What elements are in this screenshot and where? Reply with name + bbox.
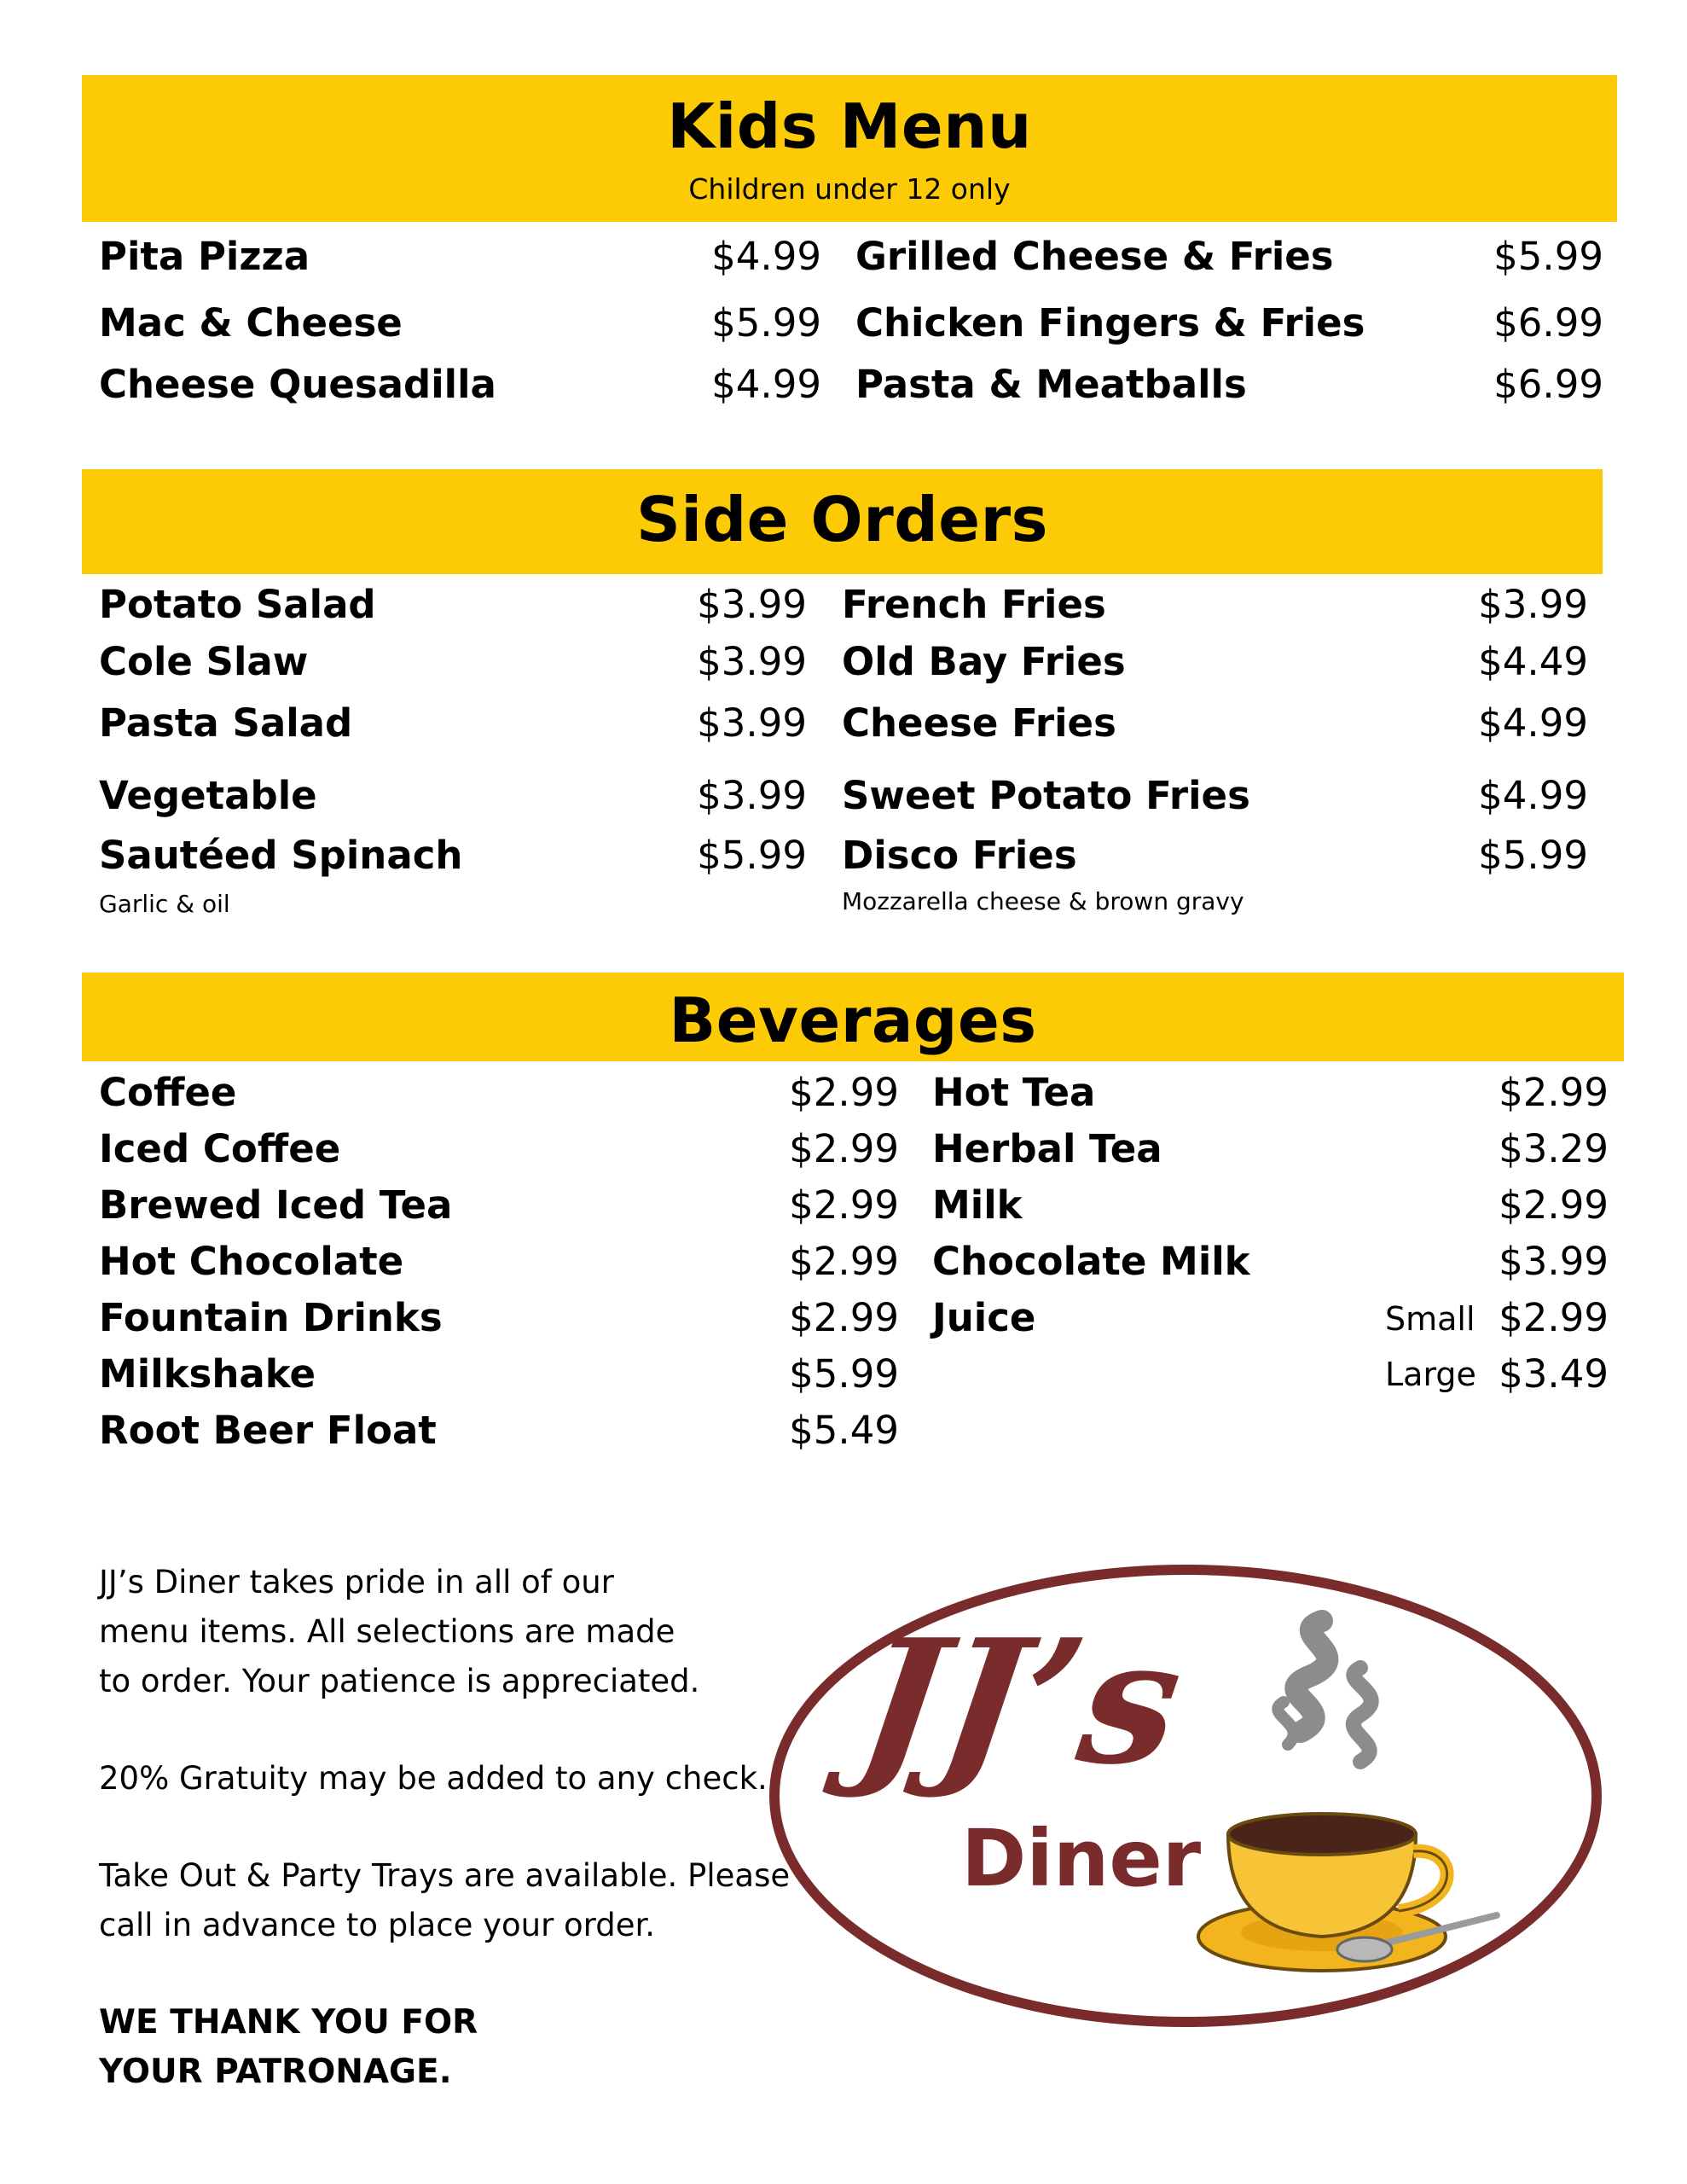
logo-diner-text: Diner (961, 1813, 1202, 1904)
footer-thanks-line: YOUR PATRONAGE. (99, 2053, 452, 2091)
menu-item-price: $2.99 (789, 1295, 899, 1340)
menu-item-size: Large (1385, 1356, 1476, 1393)
menu-item-price: $4.99 (1478, 773, 1588, 818)
footer-pride-line: menu items. All selections are made (99, 1613, 675, 1650)
menu-item-name: Cole Slaw (99, 639, 309, 684)
menu-item-name: Brewed Iced Tea (99, 1182, 453, 1228)
menu-item-name: Vegetable (99, 773, 317, 818)
footer-notes (99, 1558, 790, 2097)
menu-item-name: Root Beer Float (99, 1408, 437, 1453)
footer-gratuity: 20% Gratuity may be added to any check. (99, 1760, 768, 1797)
footer-pride-line: JJ’s Diner takes pride in all of our (99, 1564, 614, 1600)
menu-item-name: Fountain Drinks (99, 1295, 443, 1340)
footer-pride-line: to order. Your patience is appreciated. (99, 1663, 700, 1699)
menu-item-name: Cheese Fries (842, 700, 1116, 746)
menu-item-price: $2.99 (789, 1126, 899, 1171)
menu-item-price: $5.99 (1493, 234, 1603, 279)
menu-item-price: $4.99 (711, 234, 821, 279)
menu-item-price: $2.99 (1499, 1182, 1609, 1228)
menu-item-name: French Fries (842, 582, 1106, 627)
menu-item-name: Herbal Tea (932, 1126, 1162, 1171)
menu-item-price: $5.49 (789, 1408, 899, 1453)
menu-item-name: Sautéed Spinach (99, 833, 463, 878)
footer-takeout-line: call in advance to place your order. (99, 1907, 656, 1943)
menu-item-name: Coffee (99, 1070, 237, 1115)
menu-item-price: $2.99 (789, 1182, 899, 1228)
menu-item-name: Chocolate Milk (932, 1239, 1250, 1284)
menu-item-price: $3.99 (697, 773, 807, 818)
menu-item-price: $6.99 (1493, 300, 1603, 346)
menu-item-price: $3.99 (697, 582, 807, 627)
menu-item-name: Cheese Quesadilla (99, 362, 496, 407)
menu-item-name: Hot Tea (932, 1070, 1096, 1115)
beverages-title: Beverages (669, 985, 1037, 1056)
menu-item-name: Juice (932, 1295, 1036, 1340)
menu-item-name: Hot Chocolate (99, 1239, 404, 1284)
menu-item-price: $4.49 (1478, 639, 1588, 684)
menu-item-note: Garlic & oil (99, 890, 230, 918)
menu-item-price: $4.99 (1478, 700, 1588, 746)
logo-jjs-text: JJ’s (847, 1601, 1193, 1803)
menu-item-price: $3.99 (697, 639, 807, 684)
menu-item-price: $3.49 (1499, 1351, 1609, 1397)
kids-menu-header (82, 75, 1617, 222)
menu-item-name: Pasta Salad (99, 700, 353, 746)
menu-item-price: $2.99 (789, 1070, 899, 1115)
menu-item-price: $3.29 (1499, 1126, 1609, 1171)
menu-item-name: Milkshake (99, 1351, 316, 1397)
menu-item-name: Chicken Fingers & Fries (855, 300, 1365, 346)
menu-item-price: $2.99 (1499, 1295, 1609, 1340)
jjs-diner-logo (763, 1553, 1608, 2035)
footer-thanks-line: WE THANK YOU FOR (99, 2003, 478, 2042)
menu-item-price: $6.99 (1493, 362, 1603, 407)
menu-item-name: Mac & Cheese (99, 300, 403, 346)
menu-item-price: $5.99 (697, 833, 807, 878)
menu-item-price: $3.99 (1478, 582, 1588, 627)
menu-item-name: Disco Fries (842, 833, 1077, 878)
menu-item-price: $3.99 (1499, 1239, 1609, 1284)
menu-item-price: $2.99 (789, 1239, 899, 1284)
menu-item-name: Old Bay Fries (842, 639, 1126, 684)
menu-item-name: Potato Salad (99, 582, 376, 627)
side-orders-title: Side Orders (636, 484, 1048, 555)
menu-item-price: $5.99 (789, 1351, 899, 1397)
menu-item-price: $2.99 (1499, 1070, 1609, 1115)
kids-menu-subtitle: Children under 12 only (688, 172, 1011, 206)
menu-item-name: Iced Coffee (99, 1126, 341, 1171)
menu-item-price: $5.99 (1478, 833, 1588, 878)
beverages-header (82, 973, 1624, 1061)
menu-item-name: Pasta & Meatballs (855, 362, 1247, 407)
menu-item-name: Sweet Potato Fries (842, 773, 1250, 818)
menu-item-size: Small (1385, 1300, 1475, 1338)
side-orders-header (82, 469, 1603, 574)
menu-item-price: $4.99 (711, 362, 821, 407)
menu-item-name: Pita Pizza (99, 234, 310, 279)
menu-item-note: Mozzarella cheese & brown gravy (842, 887, 1244, 915)
menu-item-name: Milk (932, 1182, 1023, 1228)
menu-item-price: $3.99 (697, 700, 807, 746)
footer-takeout-line: Take Out & Party Trays are available. Please (99, 1857, 791, 1894)
menu-item-price: $5.99 (711, 300, 821, 346)
kids-menu-title: Kids Menu (667, 90, 1032, 162)
menu-item-name: Grilled Cheese & Fries (855, 234, 1334, 279)
